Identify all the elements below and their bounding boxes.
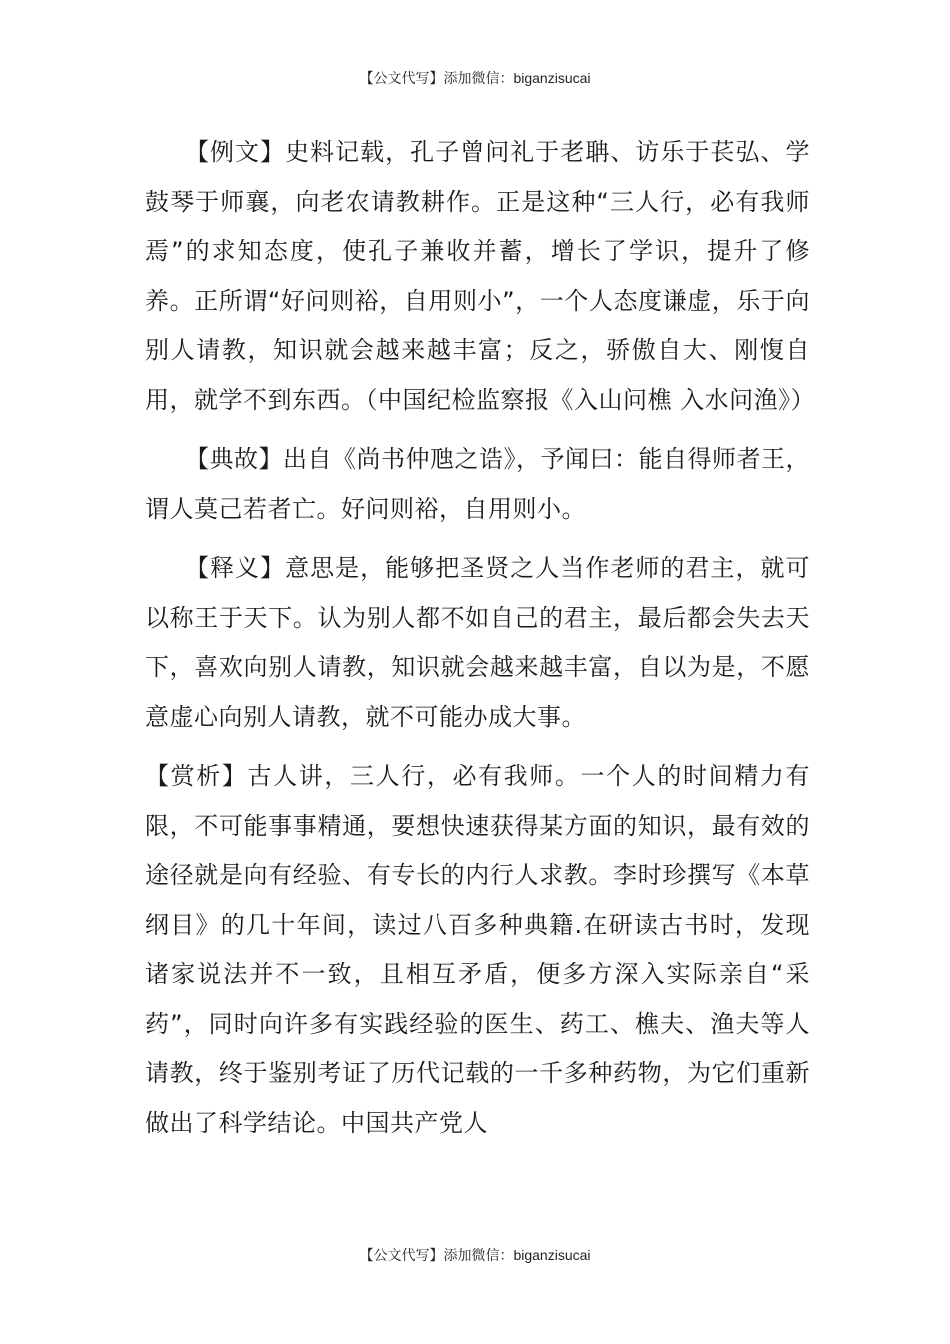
paragraph-explanation: 【释义】意思是，能够把圣贤之人当作老师的君主，就可以称王于天下。认为别人都不如自己的君主，最后都会失去天下，喜欢向别人请教，知识就会越来越丰富，自以为是，不愿意虚心向别人请教，就不可能办成大事。 (145, 554, 810, 731)
page-footer: 【公文代写】添加微信：biganzisucai (359, 1247, 591, 1263)
paragraph-allusion: 【典故】出自《尚书仲虺之诰》，予闻曰：能自得师者王，谓人莫己若者亡。好问则裕，自用则小。 (145, 445, 810, 523)
page-header: 【公文代写】添加微信：biganzisucai (359, 70, 591, 86)
paragraph-example: 【例文】史料记载，孔子曾问礼于老聃、访乐于苌弘、学鼓琴于师襄，向老农请教耕作。正是这种“三人行，必有我师焉”的求知态度，使孔子兼收并蓄，增长了学识，提升了修养。正所谓“好问则裕，自用则小”，一个人态度谦虚，乐于向别人请教，知识就会越来越丰富；反之，骄傲自大、刚愎自用，就学不到东西。（中国纪检监察报《入山问樵 入水问渔》） (145, 138, 816, 414)
document-body (145, 128, 816, 1157)
paragraph-appreciation: 【赏析】古人讲，三人行，必有我师。一个人的时间精力有限，不可能事事精通，要想快速获得某方面的知识，最有效的途径就是向有经验、有专长的内行人求教。李时珍撰写《本草纲目》的几十年间，读过八百多种典籍.在研读古书时，发现诸家说法并不一致，且相互矛盾，便多方深入实际亲自“采药”，同时向许多有实践经验的医生、药工、樵夫、渔夫等人请教，终于鉴别考证了历代记载的一千多种药物，为它们重新做出了科学结论。中国共产党人 (145, 762, 810, 1137)
